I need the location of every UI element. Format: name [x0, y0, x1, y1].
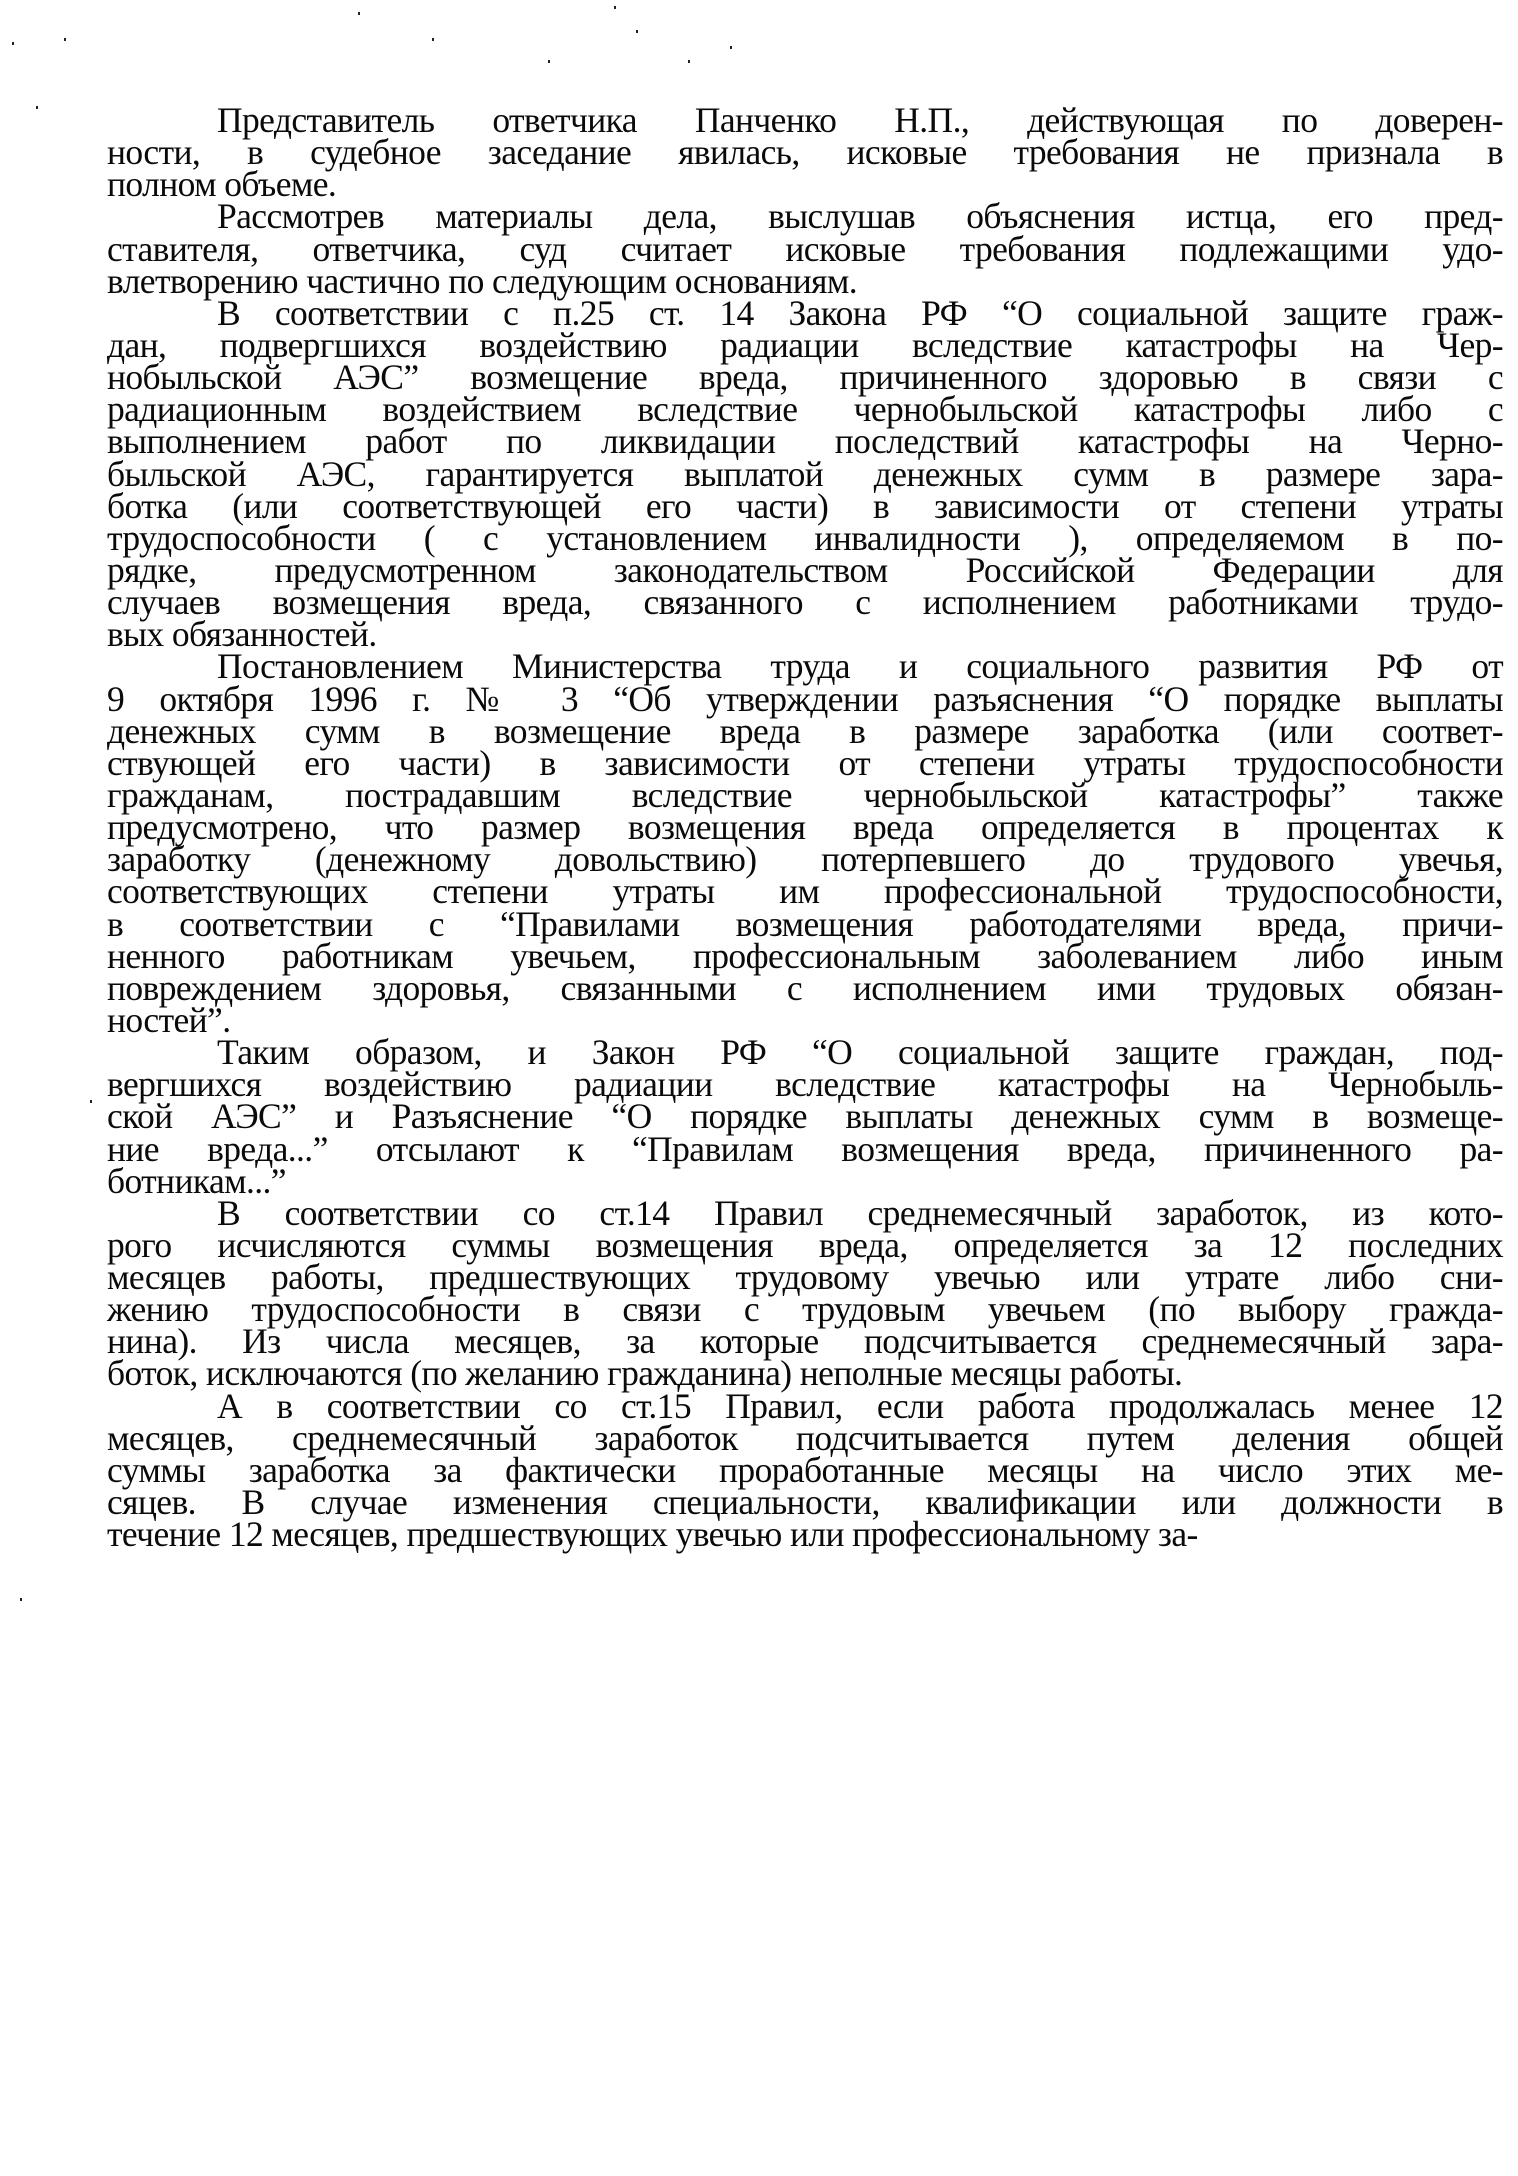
text-line: трудоспособности ( с установлением инвалидности ), определяемом в по-: [107, 517, 1503, 558]
scan-speck: [20, 1598, 22, 1601]
text-line: нобыльской АЭС” возмещение вреда, причиненного здоровью в связи с: [107, 357, 1503, 398]
text-line: заработку (денежному довольствию) потерпевшего до трудового увечья,: [107, 839, 1503, 880]
text-line: Таким образом, и Закон РФ “О социальной защите граждан, под-: [217, 1032, 1503, 1073]
paragraph: [107, 292, 1503, 655]
text-line: Рассмотрев материалы дела, выслушав объяснения истца, его пред-: [217, 196, 1503, 237]
text-line: нина). Из числа месяцев, за которые подсчитывается среднемесячный зара-: [107, 1321, 1503, 1362]
text-line: ставителя, ответчика, суд считает исковые требования подлежащими удо-: [107, 228, 1503, 269]
text-line: Постановлением Министерства труда и социального развития РФ от: [217, 646, 1503, 687]
text-line: предусмотрено, что размер возмещения вреда определяется в процентах к: [107, 807, 1503, 848]
text-line: рого исчисляются суммы возмещения вреда, определяется за 12 последних: [107, 1224, 1503, 1265]
scan-speck: [358, 12, 360, 15]
text-line: жению трудоспособности в связи с трудовым увечьем (по выбору гражда-: [107, 1289, 1503, 1330]
text-line: В соответствии со ст.14 Правил среднемесячный заработок, из кото-: [217, 1192, 1503, 1233]
text-line: ности, в судебное заседание явилась, исковые требования не признала в: [107, 132, 1503, 173]
text-line: денежных сумм в возмещение вреда в размере заработка (или соответ-: [107, 710, 1503, 751]
scan-speck: [548, 60, 550, 63]
text-line: течение 12 месяцев, предшествующих увечью или профессиональному за-: [107, 1514, 1198, 1555]
text-line: месяцев, среднемесячный заработок подсчитывается путем деления общей: [107, 1417, 1503, 1458]
text-line: боток, исключаются (по желанию гражданина) неполные месяцы работы.: [107, 1353, 1183, 1394]
text-line: влетворению частично по следующим основаниям.: [107, 260, 858, 301]
text-line: вергшихся воздействию радиации вследствие катастрофы на Чернобыль-: [107, 1064, 1503, 1105]
text-line: гражданам, пострадавшим вследствие чернобыльской катастрофы” также: [107, 774, 1503, 815]
text-line: быльской АЭС, гарантируется выплатой денежных сумм в размере зара-: [107, 453, 1503, 494]
scan-speck: [730, 46, 732, 49]
text-line: суммы заработка за фактически проработанные месяцы на число этих ме-: [107, 1449, 1503, 1490]
paragraph: [107, 196, 1503, 301]
text-line: Представитель ответчика Панченко Н.П., действующая по доверен-: [217, 100, 1503, 140]
text-line: ние вреда...” отсылают к “Правилам возмещения вреда, причиненного ра-: [107, 1128, 1503, 1169]
paragraph: [107, 1032, 1503, 1201]
text-line: ненного работникам увечьем, профессиональным заболеванием либо иным: [107, 935, 1503, 976]
text-line: ской АЭС” и Разъяснение “О порядке выплаты денежных сумм в возмеще-: [107, 1096, 1503, 1137]
paragraph: [107, 1385, 1503, 1555]
paragraph: [107, 100, 1503, 205]
scan-speck: [614, 6, 616, 9]
text-line: повреждением здоровья, связанными с исполнением ими трудовых обязан-: [107, 967, 1503, 1008]
text-line: вых обязанностей.: [107, 614, 377, 655]
document-body: [107, 100, 1503, 1555]
text-line: радиационным воздействием вследствие чернобыльской катастрофы либо с: [107, 389, 1503, 430]
text-line: сяцев. В случае изменения специальности, квалификации или должности в: [107, 1482, 1503, 1523]
text-line: выполнением работ по ликвидации последствий катастрофы на Черно-: [107, 421, 1503, 462]
paragraph: [107, 1192, 1503, 1394]
scan-speck: [636, 30, 638, 33]
text-line: ностей”.: [107, 999, 231, 1040]
text-line: ботникам...”: [107, 1160, 286, 1201]
scan-speck: [432, 38, 434, 41]
text-line: дан, подвергшихся воздействию радиации вследствие катастрофы на Чер-: [107, 324, 1503, 365]
text-line: В соответствии с п.25 ст. 14 Закона РФ “О социальной защите граж-: [217, 292, 1503, 333]
text-line: соответствующих степени утраты им профессиональной трудоспособности,: [107, 871, 1503, 912]
text-line: месяцев работы, предшествующих трудовому увечью или утрате либо сни-: [107, 1257, 1503, 1298]
scan-speck: [36, 106, 38, 109]
scan-speck: [64, 38, 66, 41]
paragraph: [107, 646, 1503, 1040]
text-line: в соответствии с “Правилами возмещения работодателями вреда, причи-: [107, 903, 1503, 944]
scan-speck: [90, 1100, 92, 1103]
text-line: рядке, предусмотренном законодательством Российской Федерации для: [107, 549, 1503, 590]
scan-speck: [12, 42, 14, 45]
scan-speck: [688, 60, 690, 63]
text-line: ботка (или соответствующей его части) в зависимости от степени утраты: [107, 485, 1503, 526]
text-line: 9 октября 1996 г. № 3 “Об утверждении разъяснения “О порядке выплаты: [107, 678, 1503, 719]
text-line: ствующей его части) в зависимости от степени утраты трудоспособности: [107, 742, 1503, 783]
text-line: полном объеме.: [107, 164, 337, 205]
text-line: случаев возмещения вреда, связанного с исполнением работниками трудо-: [107, 582, 1503, 623]
text-line: А в соответствии со ст.15 Правил, если работа продолжалась менее 12: [217, 1385, 1503, 1426]
